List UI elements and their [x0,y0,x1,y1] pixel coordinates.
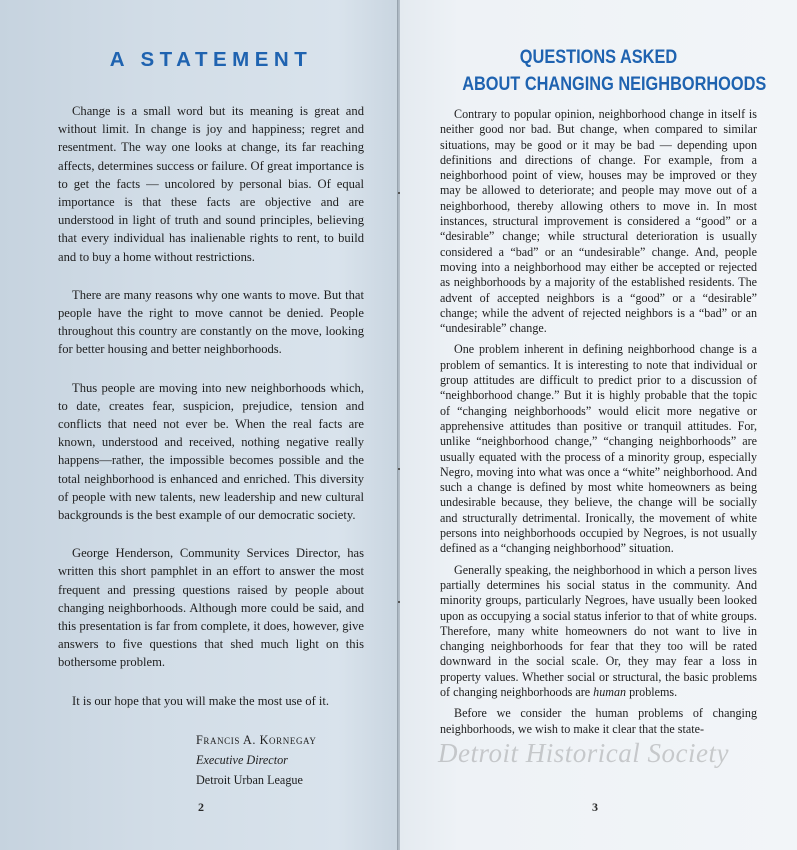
right-title-line-2: ABOUT CHANGING NEIGHBORHOODS [462,74,767,95]
signatory-title: Executive Director [196,752,288,767]
article-paragraph [440,563,757,701]
signatory-name: Francis A. Kornegay [196,732,317,747]
left-page [0,0,398,850]
right-title-line-1: QUESTIONS ASKED [519,47,678,68]
page-number-left: 2 [198,800,204,814]
article-paragraph: Contrary to popular opinion, neighborhood change in itself is neither good nor bad. But change, when compared to similar situations, may be good or it may be bad — depending upon definitions and directions of change. For example, from a neighborhood point of view, houses may be improved or they may be allowed to deteriorate; and people may move out of a neighborhood, thereby allowing others to move in. In most instances, structural improvement is considered a “good” or a “desirable” change; while structural deterioration is usually considered a “bad” or an “undesirable” change. And, people moving into a neighborhood may either be accepted or rejected as neighborhoods by a majority of the established residents. The advent of accepted neighbors is a “good” or a “desirable” change; while the advent of rejected neighbors is a “bad” or an “undesirable” change. [440,107,757,336]
right-page-title [462,44,767,98]
signature-block [196,730,364,790]
article-paragraph-text: Generally speaking, the neighborhood in which a person lives partially determines his social status in the community. And minority groups, particularly Negroes, have usually been looked upon as occupying a social status inferior to that of white groups. Therefore, many white homeowners do not want to live in changing neighborhoods for fear that they too will be rated downward in the social scale. Or, they may fear a loss in property values. Whether social or structural, the basic problems of changing neighborhoods are [440,562,757,699]
article-paragraph: One problem inherent in defining neighborhood change is a problem of semantics. It is interesting to note that individual or group attitudes are difficult to predict prior to a discussion of “neighborhood change.” But it is highly probable that the topic of “changing neighborhoods” would elicit more negative or apprehensive attitudes than positive or tranquil attitudes. For, unlike “neighborhood change,” “changing neighborhoods” are usually equated with the process of a minority group, especially Negro, moving into what was once a “white” neighborhood. And such a change is defined by most white homeowners as being undesirable because, they believe, the change will be socially and structurally detrimental. Ironically, the movement of white persons into neighborhoods occupied by Negroes, is not usually defined as a “changing neighborhood” situation. [440,342,757,556]
left-page-title: A STATEMENT [109,48,313,71]
page-number-right: 3 [592,800,598,814]
watermark: Detroit Historical Society [438,738,729,768]
statement-paragraph: It is our hope that you will make the most use of it. [72,693,330,708]
statement-paragraph: Change is a small word but its meaning is great and without limit. In change is joy and happiness; regret and resentment. The way one looks at change, its far reaching affects, determines success or failure. Of great importance is to get the facts — uncolored by personal bias. Of equal importance is that these facts are objective and are understood in light of truth and sound principles, believing that every individual has inalienable rights to rent, to build and to buy a home without restrictions. [58,104,364,264]
article-paragraph: Before we consider the human problems of changing neighborhoods, we wish to make it clear that the state- [440,706,757,736]
right-page [400,0,797,850]
statement-paragraph: Thus people are moving into new neighborhoods which, to date, creates fear, suspicion, prejudice, tension and conflicts that need not ever be. When the real facts are known, understood and received, nothing negative really happens—rather, the impossible becomes possible and the total neighborhood is enhanced and enriched. This diversity of people with new talents, new leadership and new cultural backgrounds is the best example of our democratic society. [58,380,364,523]
statement-paragraph: There are many reasons why one wants to move. But that people have the right to move cannot be denied. People throughout this country are constantly on the move, looking for better housing and better neighborhoods. [58,287,364,357]
emphasis-human: human [593,684,627,699]
signatory-organization: Detroit Urban League [196,772,303,787]
article-paragraph-end: problems. [626,684,678,699]
statement-paragraph: George Henderson, Community Services Director, has written this short pamphlet in an effort to answer the most frequent and pressing questions raised by people about changing neighborhoods. Although more could be said, and this presentation is far from complete, it does, however, give answers to five questions that shed much light on this bothersome problem. [58,546,364,670]
